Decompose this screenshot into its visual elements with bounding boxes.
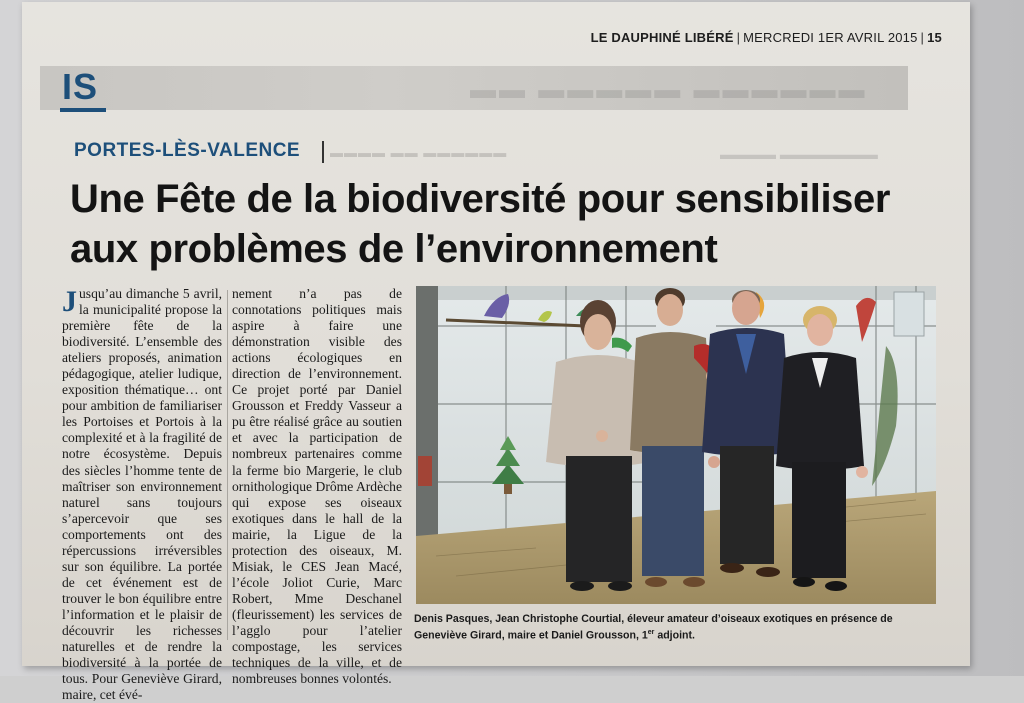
column-rule <box>227 290 228 640</box>
show-through-text-2: ▬▬▬▬ ▬▬▬▬▬▬▬ <box>720 146 878 162</box>
drop-cap: J <box>62 285 77 318</box>
locality-label: PORTES-LÈS-VALENCE <box>74 140 301 161</box>
article-column-2: nement n’a pas de connotations politiques mais aspire à faire une démonstration visible des actions écologiques en direction de l’environnement. Ce projet porté par Daniel Grousson et Freddy Vasseur a pu être réalisé grâce au soutien et avec la participation de nombreux partenaires comme la ferme bio Margerie, le club ornithologique Drôme Ardèche qui expose ses oiseaux exotiques dans le hall de la mairie, la Ligue de la protection des oiseaux, M. Misiak, le CES Jean Macé, l’école Joliot Curie, Marc Robert, Mme Deschanel (fleurissement) les services de l’agglo pour l’atelier compostage, les services techniques de la ville, et de nombreuses bonnes volontés. <box>232 286 402 687</box>
issue-date: MERCREDI 1ER AVRIL 2015 <box>743 30 918 45</box>
section-underline <box>60 108 106 112</box>
show-through-text: ▬▬▬▬ ▬▬ ▬▬▬▬▬▬ <box>330 145 508 160</box>
page-number: 15 <box>927 30 942 45</box>
photo-illustration <box>416 286 936 604</box>
section-band: ▬▬ ▬▬▬▬▬ ▬▬▬▬▬▬ <box>40 66 908 110</box>
article-column-1 <box>62 286 222 703</box>
photo-caption <box>414 612 942 643</box>
locality-divider <box>322 141 324 163</box>
caption-superscript: er <box>647 629 655 636</box>
section-rubric: IS <box>62 66 99 107</box>
caption-end: adjoint. <box>654 629 695 642</box>
article-headline: Une Fête de la biodiversité pour sensibiliser aux problèmes de l’environnement <box>70 177 891 271</box>
article-photo <box>416 286 936 604</box>
masthead: LE DAUPHINÉ LIBÉRÉ | MERCREDI 1ER AVRIL 2015 | 15 <box>590 30 942 45</box>
newspaper-name: LE DAUPHINÉ LIBÉRÉ <box>590 30 734 45</box>
column-1-text: usqu’au dimanche 5 avril, la municipalité propose la première fête de la biodiversité. L’ensemble des ateliers proposés, animation pédagogique, atelier ludique, exposition thématique… ont pour ambition de familiariser les Portoises et Portois à la complexité et à la fragilité de notre écosystème. Depuis des siècles l’homme tente de maîtriser son environnement naturel sans toujours s’apercevoir que ses comportements ont des répercussions irréversibles sur son équilibre. La portée de cet événement est de trouver le bon équilibre entre l’information et le plaisir de découvrir les richesses naturelles et de rendre la biodiversité à la portée de tous. Pour Geneviève Girard, maire, cet évé- <box>62 286 222 703</box>
caption-text: Denis Pasques, Jean Christophe Courtial, éleveur amateur d’oiseaux exotiques en présence de Geneviève Girard, maire et Daniel Grousson, 1 <box>414 613 893 642</box>
